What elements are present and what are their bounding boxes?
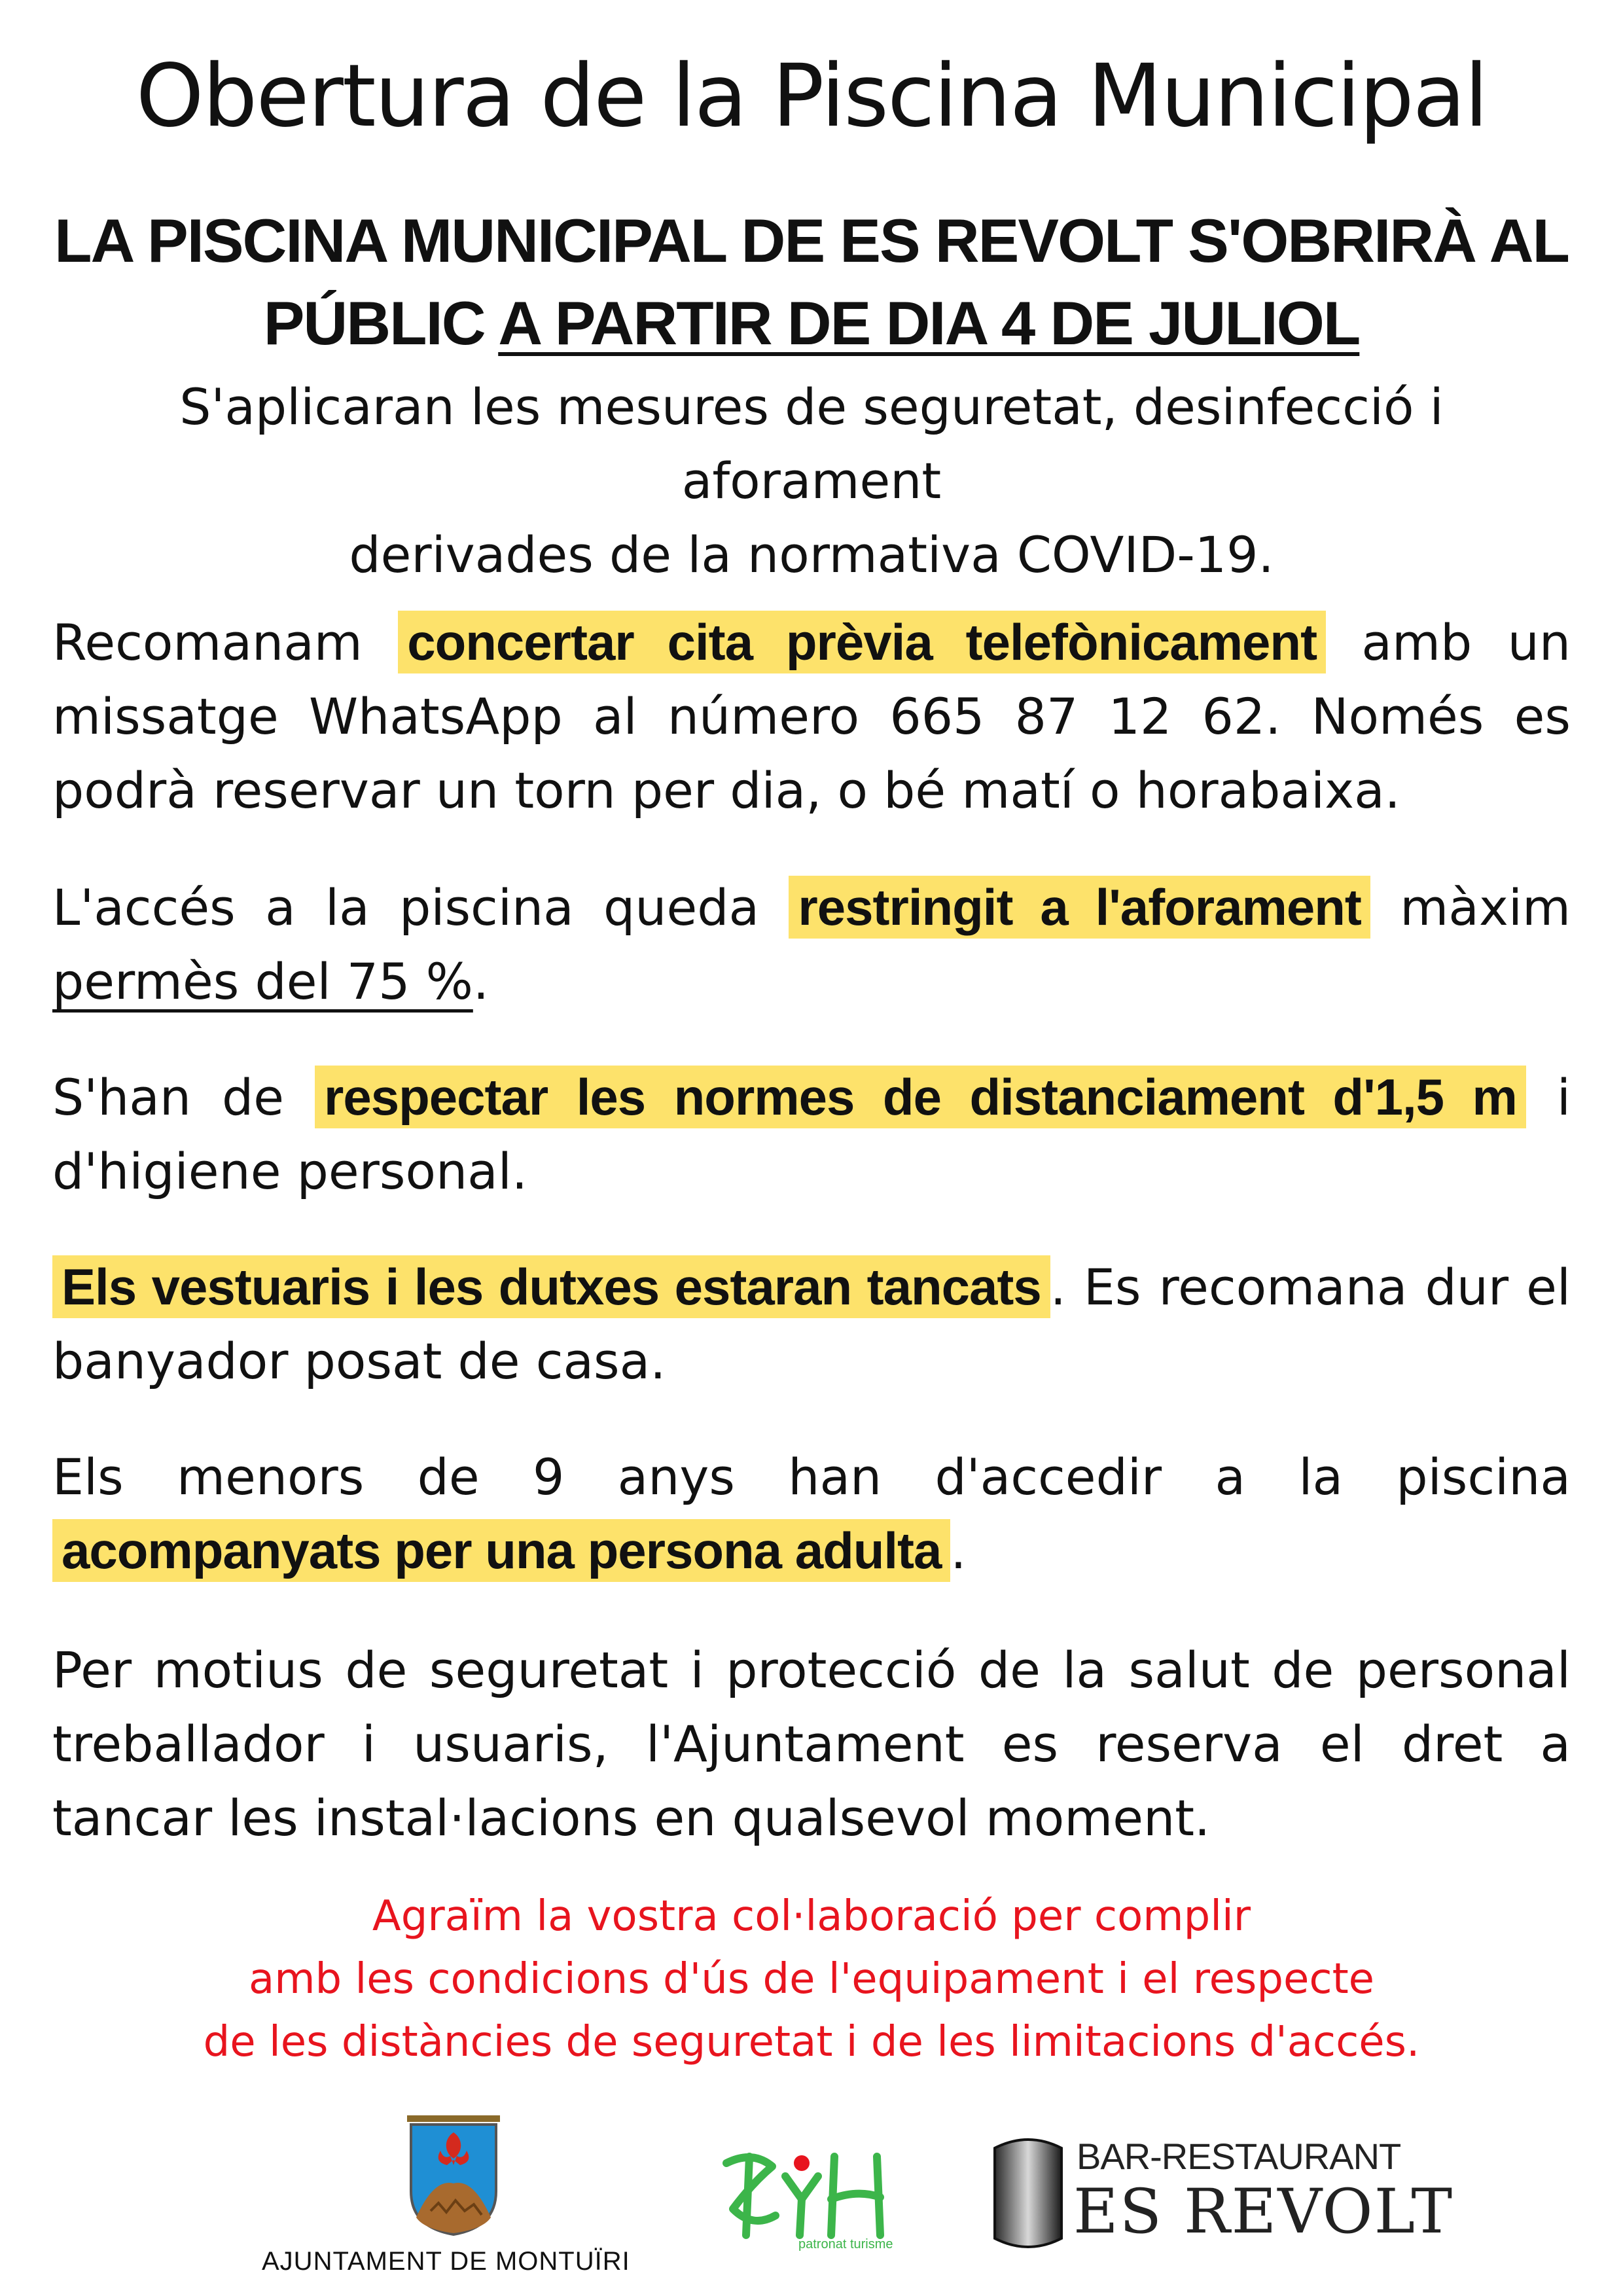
- intro-line-1: S'aplicaran les mesures de seguretat, desinfecció i aforament: [179, 378, 1444, 510]
- ajuntament-caption: AJUNTAMENT DE MONTUÏRI: [262, 2247, 630, 2276]
- minors-paragraph: [52, 1440, 1571, 1588]
- closing-thanks: [52, 1885, 1571, 2073]
- p4-after: . Es recomana dur el banyador posat de casa.: [52, 1258, 1571, 1390]
- announcement-line-2: [52, 282, 1571, 365]
- closing-line-2: amb les condicions d'ús de l'equipament i el respecte: [248, 1955, 1375, 2003]
- p1-after: amb un missatge WhatsApp al número 665 87 12 62. Només es podrà reservar un torn per dia, o bé matí o horabaixa.: [52, 613, 1571, 819]
- es-revolt-barrel-logo: [990, 2135, 1067, 2251]
- capacity-percent: permès del 75 %: [52, 952, 473, 1011]
- p3-before: S'han de: [52, 1068, 315, 1126]
- intro-line-2: derivades de la normativa COVID-19.: [349, 526, 1274, 584]
- montuiri-shield-logo: [404, 2113, 503, 2237]
- appointment-highlight: concertar cita prèvia telefònicament: [398, 611, 1326, 673]
- covid-measures-intro: [52, 370, 1571, 592]
- distancing-highlight: respectar les normes de distanciament d'1,5 m: [315, 1066, 1526, 1128]
- p5-before: Els menors de 9 anys han d'accedir a la piscina: [52, 1448, 1571, 1506]
- opening-date: A PARTIR DE DIA 4 DE JULIOL: [498, 289, 1360, 357]
- page-title: Obertura de la Piscina Municipal: [135, 46, 1488, 147]
- closing-line-1: Agraïm la vostra col·laboració per complir: [372, 1892, 1251, 1941]
- announcement-line-1: LA PISCINA MUNICIPAL DE ES REVOLT S'OBRIRÀ AL: [54, 206, 1569, 275]
- changing-rooms-highlight: Els vestuaris i les dutxes estaran tancats: [52, 1255, 1050, 1318]
- announcement-heading: [52, 200, 1571, 365]
- appointment-paragraph: [52, 605, 1571, 827]
- closure-rights-paragraph: Per motius de seguretat i protecció de la salut de personal treballador i usuaris, l'Ajuntament es reserva el dret a tancar les instal·lacions en qualsevol moment.: [52, 1641, 1571, 1847]
- p2-before: L'accés a la piscina queda: [52, 878, 789, 937]
- announcement-prefix: PÚBLIC: [263, 289, 499, 357]
- p2-middle: màxim: [1370, 878, 1571, 937]
- changing-rooms-paragraph: [52, 1250, 1571, 1398]
- patronat-caption: patronat turisme: [798, 2237, 893, 2251]
- minors-highlight: acompanyats per una persona adulta: [52, 1519, 950, 1582]
- p2-after: .: [473, 952, 489, 1011]
- bar-restaurant-label: BAR-RESTAURANT: [1077, 2136, 1401, 2177]
- capacity-highlight: restringit a l'aforament: [789, 876, 1370, 939]
- capacity-paragraph: [52, 870, 1571, 1018]
- p1-before: Recomanam: [52, 613, 399, 672]
- p5-after: .: [950, 1522, 967, 1580]
- distancing-paragraph: [52, 1060, 1571, 1208]
- p3-after: i d'higiene personal.: [52, 1068, 1571, 1200]
- closing-line-3: de les distàncies de seguretat i de les limitacions d'accés.: [203, 2018, 1420, 2066]
- es-revolt-label: ES REVOLT: [1073, 2176, 1454, 2248]
- patronat-logo: [713, 2137, 910, 2255]
